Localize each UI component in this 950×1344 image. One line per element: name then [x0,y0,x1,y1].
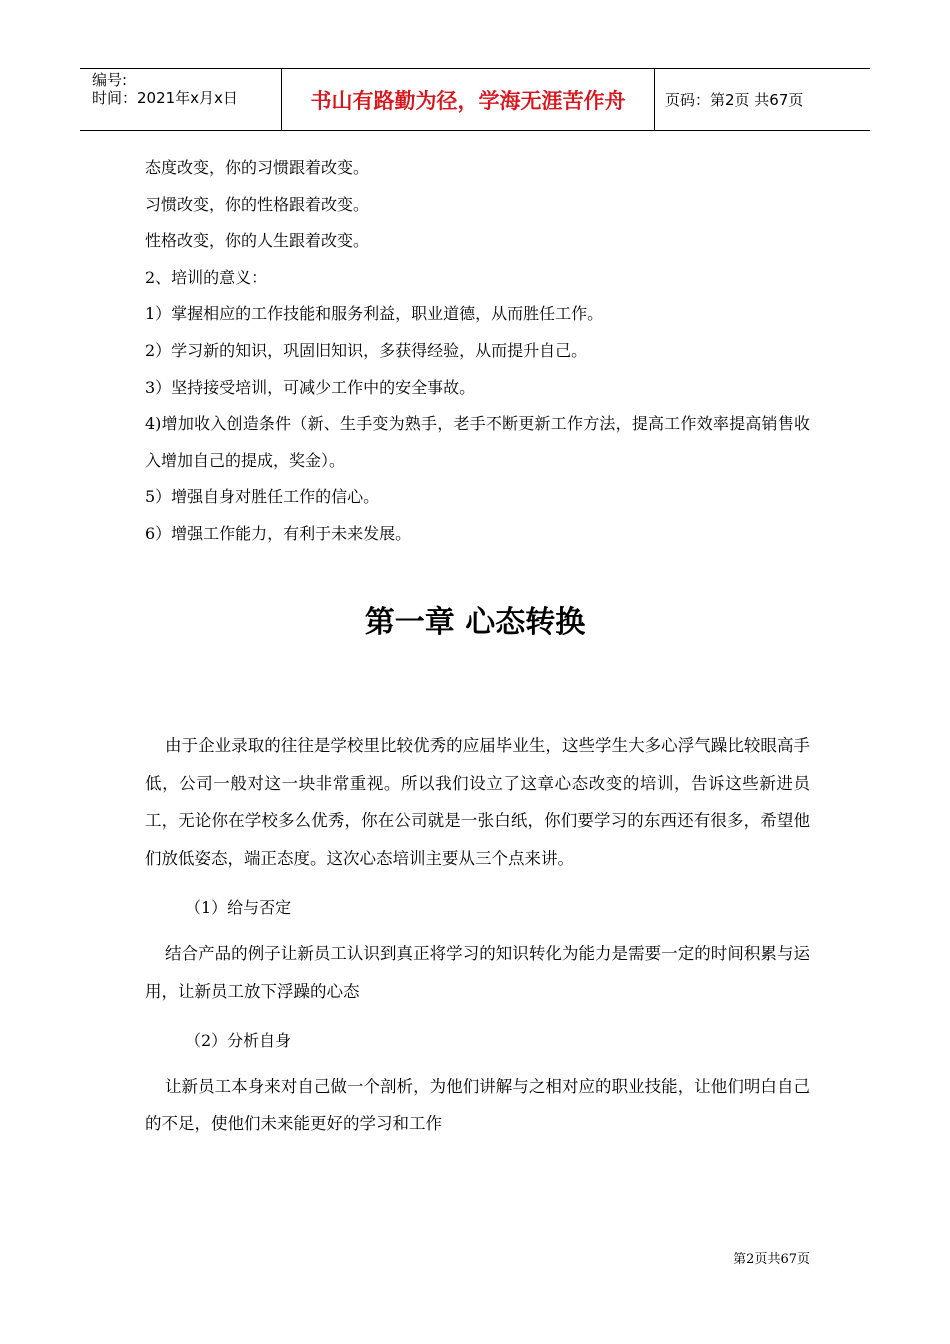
intro-line: 4)增加收入创造条件（新、生手变为熟手，老手不断更新工作方法，提高工作效率提高销售收入增加自己的提成，奖金）。 [145,414,810,470]
header-page-label: 页码：第2页 共67页 [665,91,804,109]
document-time-label: 时间：2021年x月x日 [92,89,238,107]
page-header [80,68,870,131]
intro-line: 2、培训的意义： [145,267,268,287]
chapter-title: 第一章 心态转换 [364,605,586,640]
page-footer: 第2页共67页 [733,1252,810,1267]
header-meta-cell [80,69,282,130]
intro-line: 3）坚持接受培训，可减少工作中的安全事故。 [145,377,476,397]
intro-line: 态度改变，你的习惯跟着改变。 [145,158,370,177]
body-paragraph: 结合产品的例子让新员工认识到真正将学习的知识转化为能力是需要一定的时间积累与运用，让新员工放下浮躁的心态 [145,943,810,1001]
intro-line: 6）增强工作能力，有利于未来发展。 [145,523,412,543]
intro-section [145,150,810,553]
intro-line: 性格改变，你的人生跟着改变。 [145,231,370,251]
body-paragraph: 由于企业录取的往往是学校里比较优秀的应届毕业生，这些学生大多心浮气躁比较眼高手低，公司一般对这一块非常重视。所以我们设立了这章心态改变的培训，告诉这些新进员工，无论你在学校多么优秀，你在公司就是一张白纸，你们要学习的东西还有很多，希望他们放低姿态，端正态度。这次心态培训主要从三个点来讲。 [145,736,810,868]
body-paragraph: 让新员工本身来对自己做一个剖析，为他们讲解与之相对应的职业技能，让他们明白自己的不足，使他们未来能更好的学习和工作 [145,1076,810,1134]
intro-line: 5）增强自身对胜任工作的信心。 [145,487,380,507]
intro-line: 1）掌握相应的工作技能和服务利益，职业道德，从而胜任工作。 [145,304,604,324]
chapter-body [145,727,810,1143]
subheading: （1）给与否定 [185,898,292,918]
document-number-label: 编号: [92,71,128,89]
header-motto: 书山有路勤为径，学海无涯苦作舟 [282,69,655,130]
intro-line: 2）学习新的知识，巩固旧知识，多获得经验，从而提升自己。 [145,340,588,360]
intro-line: 习惯改变，你的性格跟着改变。 [145,194,370,214]
subheading: （2）分析自身 [185,1031,292,1051]
